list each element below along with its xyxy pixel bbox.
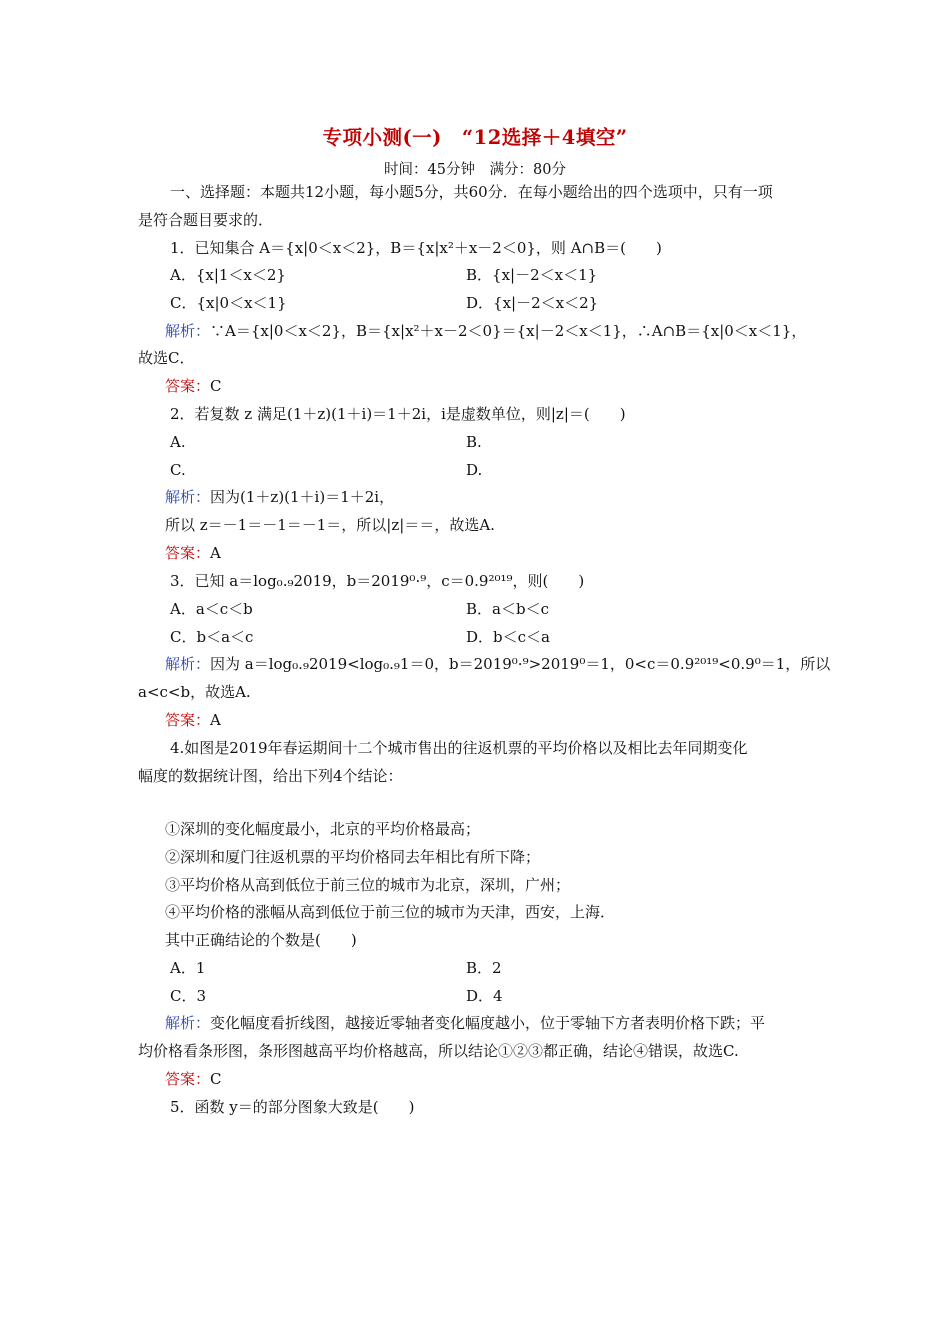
- q1-option-a: A．{x|1＜x＜2}: [170, 266, 286, 284]
- q4-answer-value: C: [210, 1070, 222, 1088]
- q2-option-d: D.: [466, 461, 483, 479]
- q3-solution-line1: [165, 654, 830, 674]
- q3-answer: [165, 710, 221, 730]
- q3-option-a: A．a＜c＜b: [170, 600, 253, 618]
- q4-stem-line2: 幅度的数据统计图，给出下列4个结论：: [138, 767, 403, 785]
- answer-label: 答案：: [165, 711, 211, 729]
- section-intro-line2: 是符合题目要求的．: [138, 211, 274, 229]
- solution-label: 解析：: [165, 1014, 211, 1032]
- q1-solution-text: ∵A＝{x|0＜x＜2}，B＝{x|x²＋x－2＜0}＝{x|－2＜x＜1}，∴A∩B＝{x|0＜x＜1}，: [210, 322, 807, 340]
- q2-option-a: A.: [170, 433, 186, 451]
- q2-answer: [165, 543, 221, 563]
- q3-option-d: D．b＜c＜a: [466, 628, 550, 646]
- section-intro-line1: 一、选择题：本题共12小题，每小题5分，共60分．在每小题给出的四个选项中，只有一项: [170, 183, 773, 201]
- q4-conclusion-3: ③平均价格从高到低位于前三位的城市为北京，深圳，广州；: [165, 876, 571, 894]
- q4-conclusion-4: ④平均价格的涨幅从高到低位于前三位的城市为天津，西安，上海．: [165, 903, 616, 921]
- q3-solution-text: 因为 a＝log₀.₉2019<log₀.₉1＝0，b＝2019⁰·⁹>2019⁰＝1，0<c＝0.9²⁰¹⁹<0.9⁰＝1，所以: [210, 655, 831, 673]
- q3-answer-value: A: [210, 711, 221, 729]
- q4-solution-text: 变化幅度看折线图，越接近零轴者变化幅度越小，位于零轴下方者表明价格下跌；平: [210, 1014, 766, 1032]
- q4-stem-line1: 4.如图是2019年春运期间十二个城市售出的往返机票的平均价格以及相比去年同期变化: [170, 739, 748, 757]
- q4-option-c: C．3: [170, 987, 207, 1005]
- answer-label: 答案：: [165, 544, 211, 562]
- q2-solution-line1: [165, 487, 394, 507]
- q1-stem: 1．已知集合 A＝{x|0＜x＜2}，B＝{x|x²＋x－2＜0}，则 A∩B＝( ): [170, 239, 662, 257]
- q3-option-c: C．b＜a＜c: [170, 628, 254, 646]
- answer-label: 答案：: [165, 1070, 211, 1088]
- q1-solution-line2: 故选C．: [138, 349, 195, 367]
- q1-option-b: B．{x|－2＜x＜1}: [466, 266, 598, 284]
- q2-option-b: B.: [466, 433, 482, 451]
- q2-solution-line2: 所以 z＝－1＝－1＝－1＝，所以|z|＝＝，故选A.: [165, 516, 495, 534]
- q4-option-b: B．2: [466, 959, 502, 977]
- q1-answer: [165, 376, 222, 396]
- page-title: 专项小测(一) “12选择＋4填空”: [322, 126, 628, 149]
- q2-answer-value: A: [210, 544, 221, 562]
- q4-question: 其中正确结论的个数是( ): [165, 931, 357, 949]
- q1-solution-line1: [165, 321, 806, 341]
- q1-option-c: C．{x|0＜x＜1}: [170, 294, 287, 312]
- solution-label: 解析：: [165, 488, 211, 506]
- q2-stem: 2．若复数 z 满足(1＋z)(1＋i)＝1＋2i，i是虚数单位，则|z|＝( ): [170, 405, 626, 423]
- page-subtitle: 时间：45分钟 满分：80分: [384, 162, 566, 178]
- q1-answer-value: C: [210, 377, 222, 395]
- q3-solution-line2: a<c<b，故选A.: [138, 683, 251, 701]
- q4-conclusion-2: ②深圳和厦门往返机票的平均价格同去年相比有所下降；: [165, 848, 541, 866]
- solution-label: 解析：: [165, 322, 211, 340]
- q4-solution-line2: 均价格看条形图，条形图越高平均价格越高，所以结论①②③都正确，结论④错误，故选C.: [138, 1042, 739, 1060]
- answer-label: 答案：: [165, 377, 211, 395]
- q5-stem: 5．函数 y＝的部分图象大致是( ): [170, 1098, 415, 1116]
- q2-option-c: C.: [170, 461, 186, 479]
- q3-stem: 3．已知 a＝log₀.₉2019，b＝2019⁰·⁹，c＝0.9²⁰¹⁹，则( ): [170, 572, 585, 590]
- solution-label: 解析：: [165, 655, 211, 673]
- q4-conclusion-1: ①深圳的变化幅度最小，北京的平均价格最高；: [165, 820, 481, 838]
- q1-option-d: D．{x|－2＜x＜2}: [466, 294, 599, 312]
- q3-option-b: B．a＜b＜c: [466, 600, 549, 618]
- q2-solution-text: 因为(1＋z)(1＋i)＝1＋2i，: [210, 488, 395, 506]
- q4-option-a: A．1: [170, 959, 206, 977]
- q4-answer: [165, 1069, 222, 1089]
- q4-solution-line1: [165, 1013, 765, 1033]
- q4-option-d: D．4: [466, 987, 503, 1005]
